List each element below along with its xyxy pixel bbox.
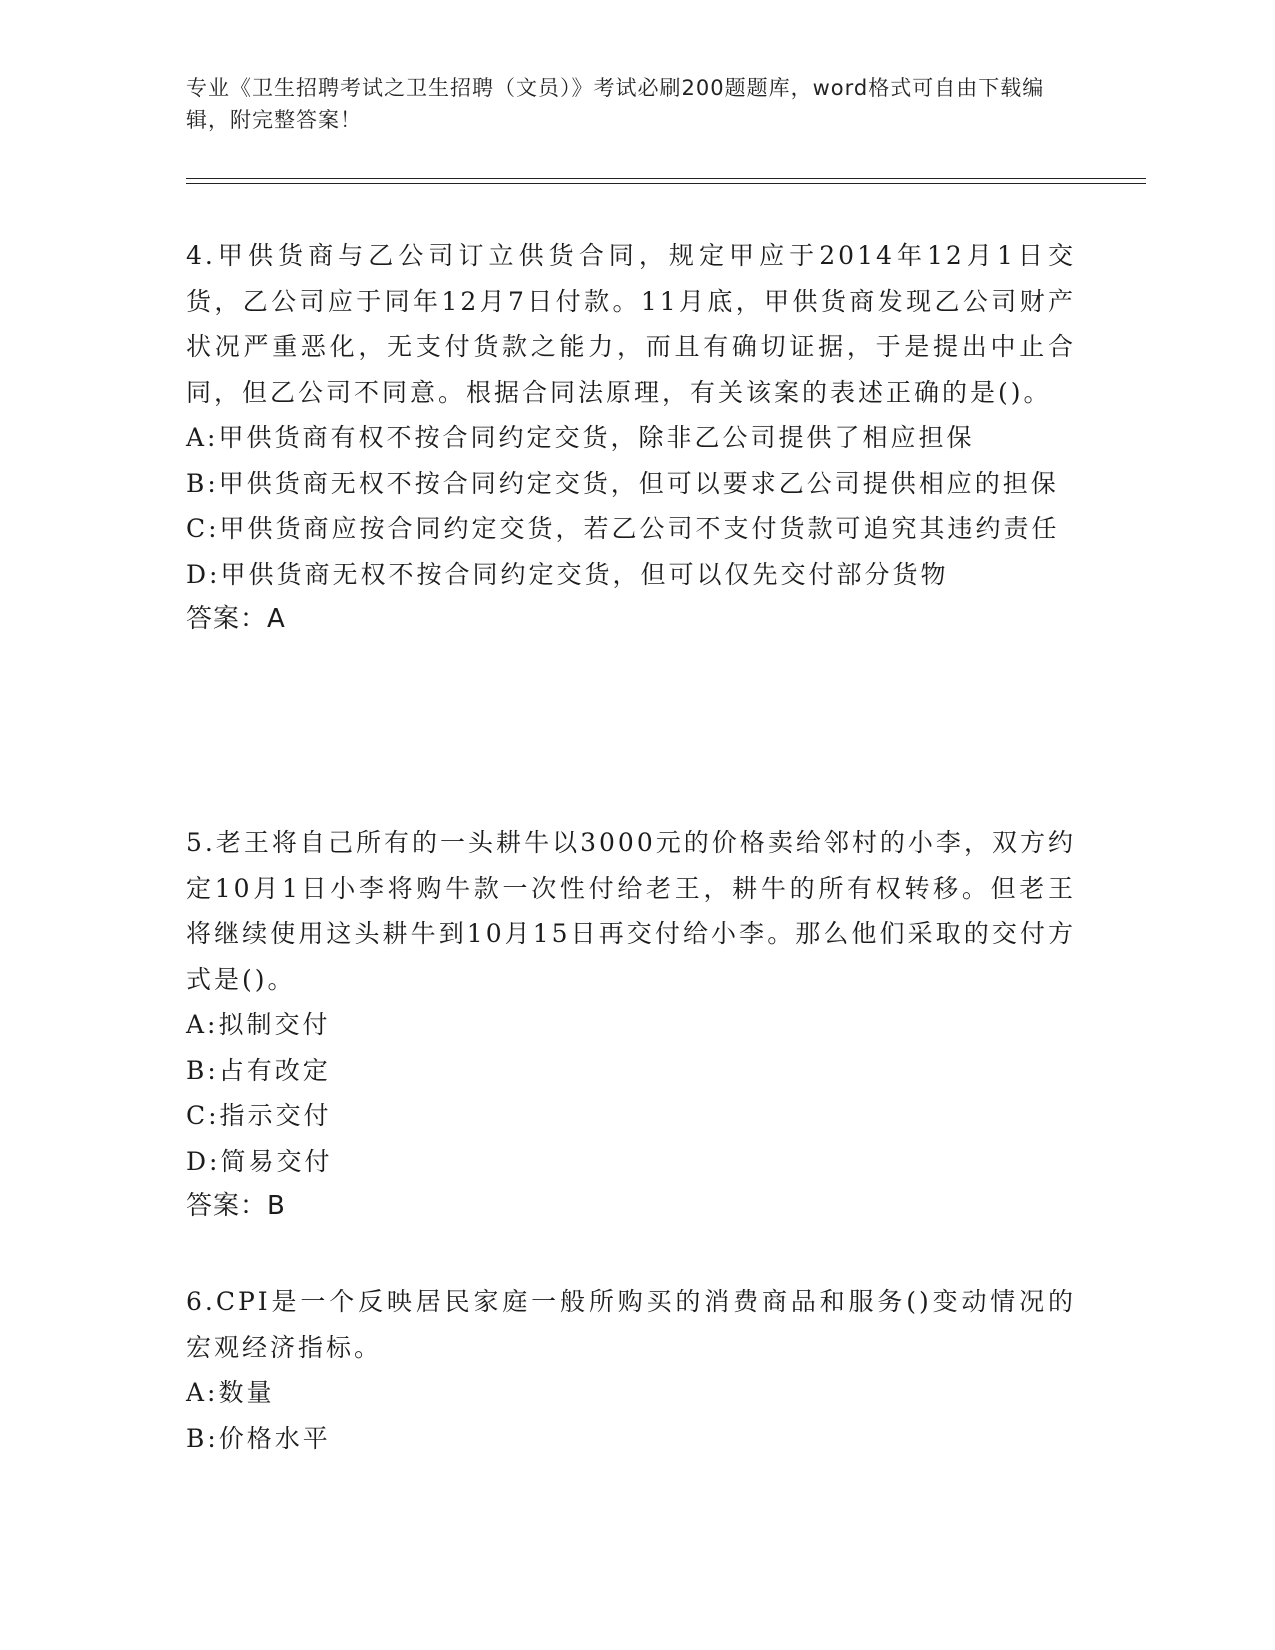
option-b: B:占有改定 [186,1055,331,1085]
option-b: B:甲供货商无权不按合同约定交货，但可以要求乙公司提供相应的担保 [186,468,1059,498]
answer-line: 答案：A [186,604,286,634]
option-a: A:数量 [186,1378,275,1407]
answer-line: 答案：B [186,1191,286,1221]
question-5 [186,820,1076,1230]
question-6 [186,1279,1076,1461]
document-header [186,72,1066,136]
option-d: D:甲供货商无权不按合同约定交货，但可以仅先交付部分货物 [186,559,949,589]
header-text: 专业《卫生招聘考试之卫生招聘（文员）》考试必刷200题题库，word格式可自由下载编辑，附完整答案！ [186,76,1045,132]
option-c: C:甲供货商应按合同约定交货，若乙公司不支付货款可追究其违约责任 [186,514,1060,543]
question-4 [186,233,1076,643]
question-stem: 4.甲供货商与乙公司订立供货合同，规定甲应于2014年12月1日交货，乙公司应于同年12月7日付款。11月底，甲供货商发现乙公司财产状况严重恶化，无支付货款之能力，而且有确切证据，于是提出中止合同，但乙公司不同意。根据合同法原理，有关该案的表述正确的是()。 [186,241,1076,407]
option-c: C:指示交付 [186,1101,332,1130]
option-b: B:价格水平 [186,1423,331,1453]
option-a: A:甲供货商有权不按合同约定交货，除非乙公司提供了相应担保 [186,423,975,452]
option-a: A:拟制交付 [186,1010,331,1039]
question-stem: 6.CPI是一个反映居民家庭一般所购买的消费商品和服务()变动情况的宏观经济指标。 [186,1287,1076,1362]
option-d: D:简易交付 [186,1146,333,1176]
question-stem: 5.老王将自己所有的一头耕牛以3000元的价格卖给邻村的小李，双方约定10月1日小李将购牛款一次性付给老王，耕牛的所有权转移。但老王将继续使用这头耕牛到10月15日再交付给小李。那么他们采取的交付方式是()。 [186,828,1076,994]
header-divider-top [186,178,1146,179]
header-divider-bottom [186,183,1146,184]
